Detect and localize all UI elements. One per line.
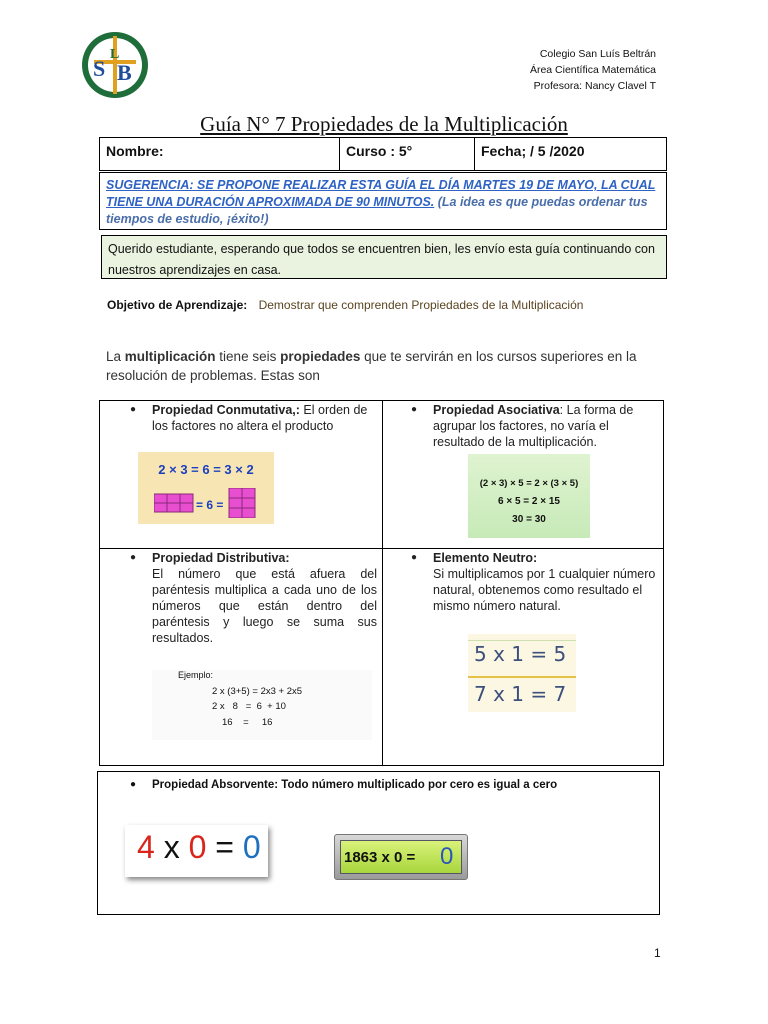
property-name: Propiedad Distributiva: <box>152 551 290 565</box>
school-info <box>530 46 656 94</box>
bullet-icon: ● <box>130 404 137 415</box>
svg-text:S: S <box>93 56 106 81</box>
property-name: Propiedad Asociativa <box>433 403 560 417</box>
intro-text: tiene seis <box>215 349 281 364</box>
calculator-display-image <box>334 834 468 880</box>
calc-result: 0 <box>440 843 454 870</box>
bullet-icon: ● <box>130 552 137 563</box>
property-absorvente <box>130 779 558 791</box>
neutro-line-2: 7 x 1 = 7 <box>474 682 567 706</box>
property-asociativa <box>411 402 661 450</box>
asociativa-example-image <box>468 454 590 538</box>
suggestion-box <box>99 172 667 230</box>
table-divider <box>382 400 383 766</box>
property-desc: : La forma de agrupar los factores, no varía el resultado de la multiplicación. <box>433 403 634 449</box>
property-desc: Todo número multiplicado por cero es igual a cero <box>278 779 558 791</box>
school-area: Área Científica Matemática <box>529 64 656 76</box>
asociativa-line-2: 6 × 5 = 2 × 15 <box>498 496 560 507</box>
intro-paragraph <box>106 347 666 385</box>
student-header-row <box>99 137 667 171</box>
property-desc: Si multiplicamos por 1 cualquier número natural, obtenemos como resultado el mismo número natural. <box>433 567 656 613</box>
example-label: Ejemplo: <box>178 670 214 680</box>
property-distributiva <box>130 550 377 646</box>
intro-text: que te servirán en los cursos superiores en la resolución de problemas. Estas son <box>106 349 637 383</box>
distributiva-line-2: 2 x 8 = 6 + 10 <box>212 701 286 712</box>
distributiva-example-image <box>152 670 372 740</box>
neutro-example-image <box>468 634 576 712</box>
name-field[interactable]: Nombre: <box>100 138 340 170</box>
abs-times: x <box>163 829 180 865</box>
property-desc: El orden de los factores no altera el producto <box>152 403 368 433</box>
conmutativa-equation: 2 × 3 = 6 = 3 × 2 <box>158 462 254 477</box>
asociativa-line-3: 30 = 30 <box>512 514 546 525</box>
svg-text:L: L <box>110 47 120 62</box>
property-name: Elemento Neutro: <box>433 551 538 565</box>
bullet-icon: ● <box>411 404 418 415</box>
suggestion-main: SUGERENCIA: SE PROPONE REALIZAR ESTA GUÍA EL DÍA MARTES 19 DE MAYO, LA CUAL TIENE UNA DURACIÓN APROXIMADA DE 90 MINUTOS. <box>106 178 656 209</box>
calc-expression: 1863 x 0 = <box>344 849 416 866</box>
teacher-name: Profesora: Nancy Clavel T <box>533 80 656 92</box>
distributiva-line-3: 16 = 16 <box>222 717 273 728</box>
intro-bold-multiplicacion: multiplicación <box>124 349 216 364</box>
course-field: Curso : 5° <box>340 138 475 170</box>
svg-text:B: B <box>117 60 132 85</box>
objective-label: Objetivo de Aprendizaje: <box>107 298 248 312</box>
greeting-box: Querido estudiante, esperando que todos se encuentren bien, les envío esta guía continuando con nuestros aprendizajes en casa. <box>101 235 667 279</box>
abs-equals: = <box>215 829 234 865</box>
school-name: Colegio San Luís Beltrán <box>539 48 656 60</box>
bullet-icon: ● <box>130 779 137 790</box>
neutro-line-1: 5 x 1 = 5 <box>474 642 567 666</box>
intro-bold-propiedades: propiedades <box>280 349 361 364</box>
intro-text: La <box>106 349 125 364</box>
page-number: 1 <box>654 946 661 960</box>
conmutativa-example-image <box>138 452 274 524</box>
property-neutro <box>411 550 661 614</box>
school-logo <box>80 30 150 100</box>
bullet-icon: ● <box>411 552 418 563</box>
page-title: Guía N° 7 Propiedades de la Multiplicación <box>200 112 568 136</box>
distributiva-line-1: 2 x (3+5) = 2x3 + 2x5 <box>212 686 303 697</box>
property-conmutativa <box>130 402 377 434</box>
property-desc: El número que está afuera del paréntesis multiplica a cada uno de los números que están dentro del paréntesis y luego se suma sus resultados. <box>152 567 377 645</box>
date-field[interactable]: Fecha; / 5 /2020 <box>481 143 585 159</box>
absorvente-example-image <box>125 825 268 877</box>
property-name: Propiedad Absorvente: <box>152 779 279 791</box>
asociativa-line-1: (2 × 3) × 5 = 2 × (3 × 5) <box>479 478 579 489</box>
objective-value: Demostrar que comprenden Propiedades de la Multiplicación <box>258 298 584 312</box>
suggestion-note: (La idea es que puedas ordenar tus tiempos de estudio, ¡éxito!) <box>106 195 648 226</box>
objective <box>107 298 583 312</box>
abs-factor: 4 <box>137 829 155 865</box>
conmutativa-result: = 6 = <box>196 498 224 512</box>
abs-result: 0 <box>242 829 261 865</box>
table-divider <box>99 548 664 549</box>
abs-zero: 0 <box>188 829 207 865</box>
property-name: Propiedad Conmutativa,: <box>152 403 300 417</box>
